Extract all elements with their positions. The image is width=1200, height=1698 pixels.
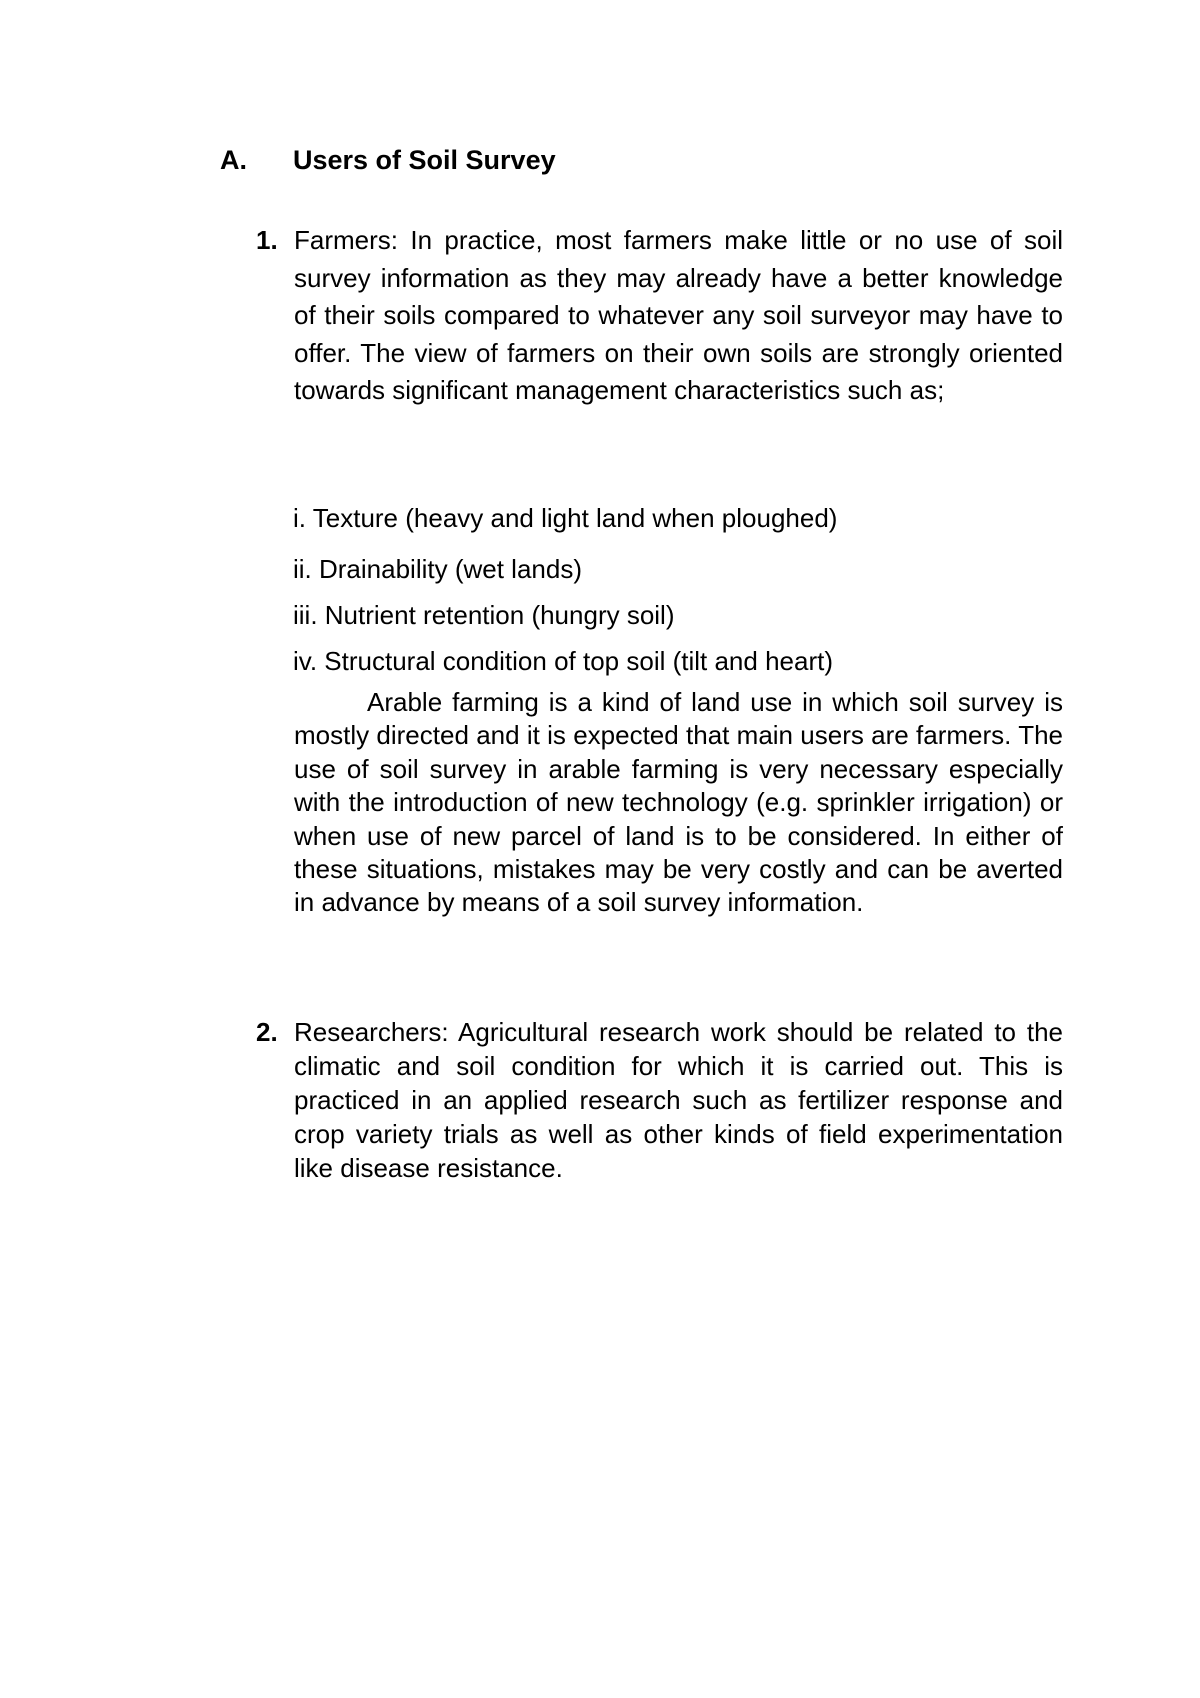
section-title: Users of Soil Survey: [293, 145, 556, 175]
item-number-1: 1.: [256, 225, 278, 255]
section-heading: [220, 143, 556, 177]
item-paragraph-researchers: Researchers: Agricultural research work should be related to the climatic and soil condition for which it is carried out. This is practiced in an applied research such as fertilizer response and crop variety trials as well as other kinds of field experimentation like disease resistance.: [294, 1017, 1063, 1183]
sublist-item-structural-condition: iv. Structural condition of top soil (tilt and heart): [293, 646, 833, 676]
sublist-item-texture: i. Texture (heavy and light land when ploughed): [293, 503, 838, 533]
section-letter: A.: [220, 145, 247, 175]
paragraph-arable-farming: Arable farming is a kind of land use in which soil survey is mostly directed and it is expected that main users are farmers. The use of soil survey in arable farming is very necessary especially with the introduction of new technology (e.g. sprinkler irrigation) or when use of new parcel of land is to be considered. In either of these situations, mistakes may be very costly and can be averted in advance by means of a soil survey information.: [294, 687, 1063, 918]
sublist-item-nutrient-retention: iii. Nutrient retention (hungry soil): [293, 600, 675, 630]
item-paragraph-farmers: Farmers: In practice, most farmers make little or no use of soil survey information as they may already have a better knowledge of their soils compared to whatever any soil surveyor may have to offer. The view of farmers on their own soils are strongly oriented towards significant management characteristics such as;: [294, 225, 1063, 405]
sublist-item-drainability: ii. Drainability (wet lands): [293, 554, 582, 584]
item-number-2: 2.: [256, 1017, 278, 1047]
